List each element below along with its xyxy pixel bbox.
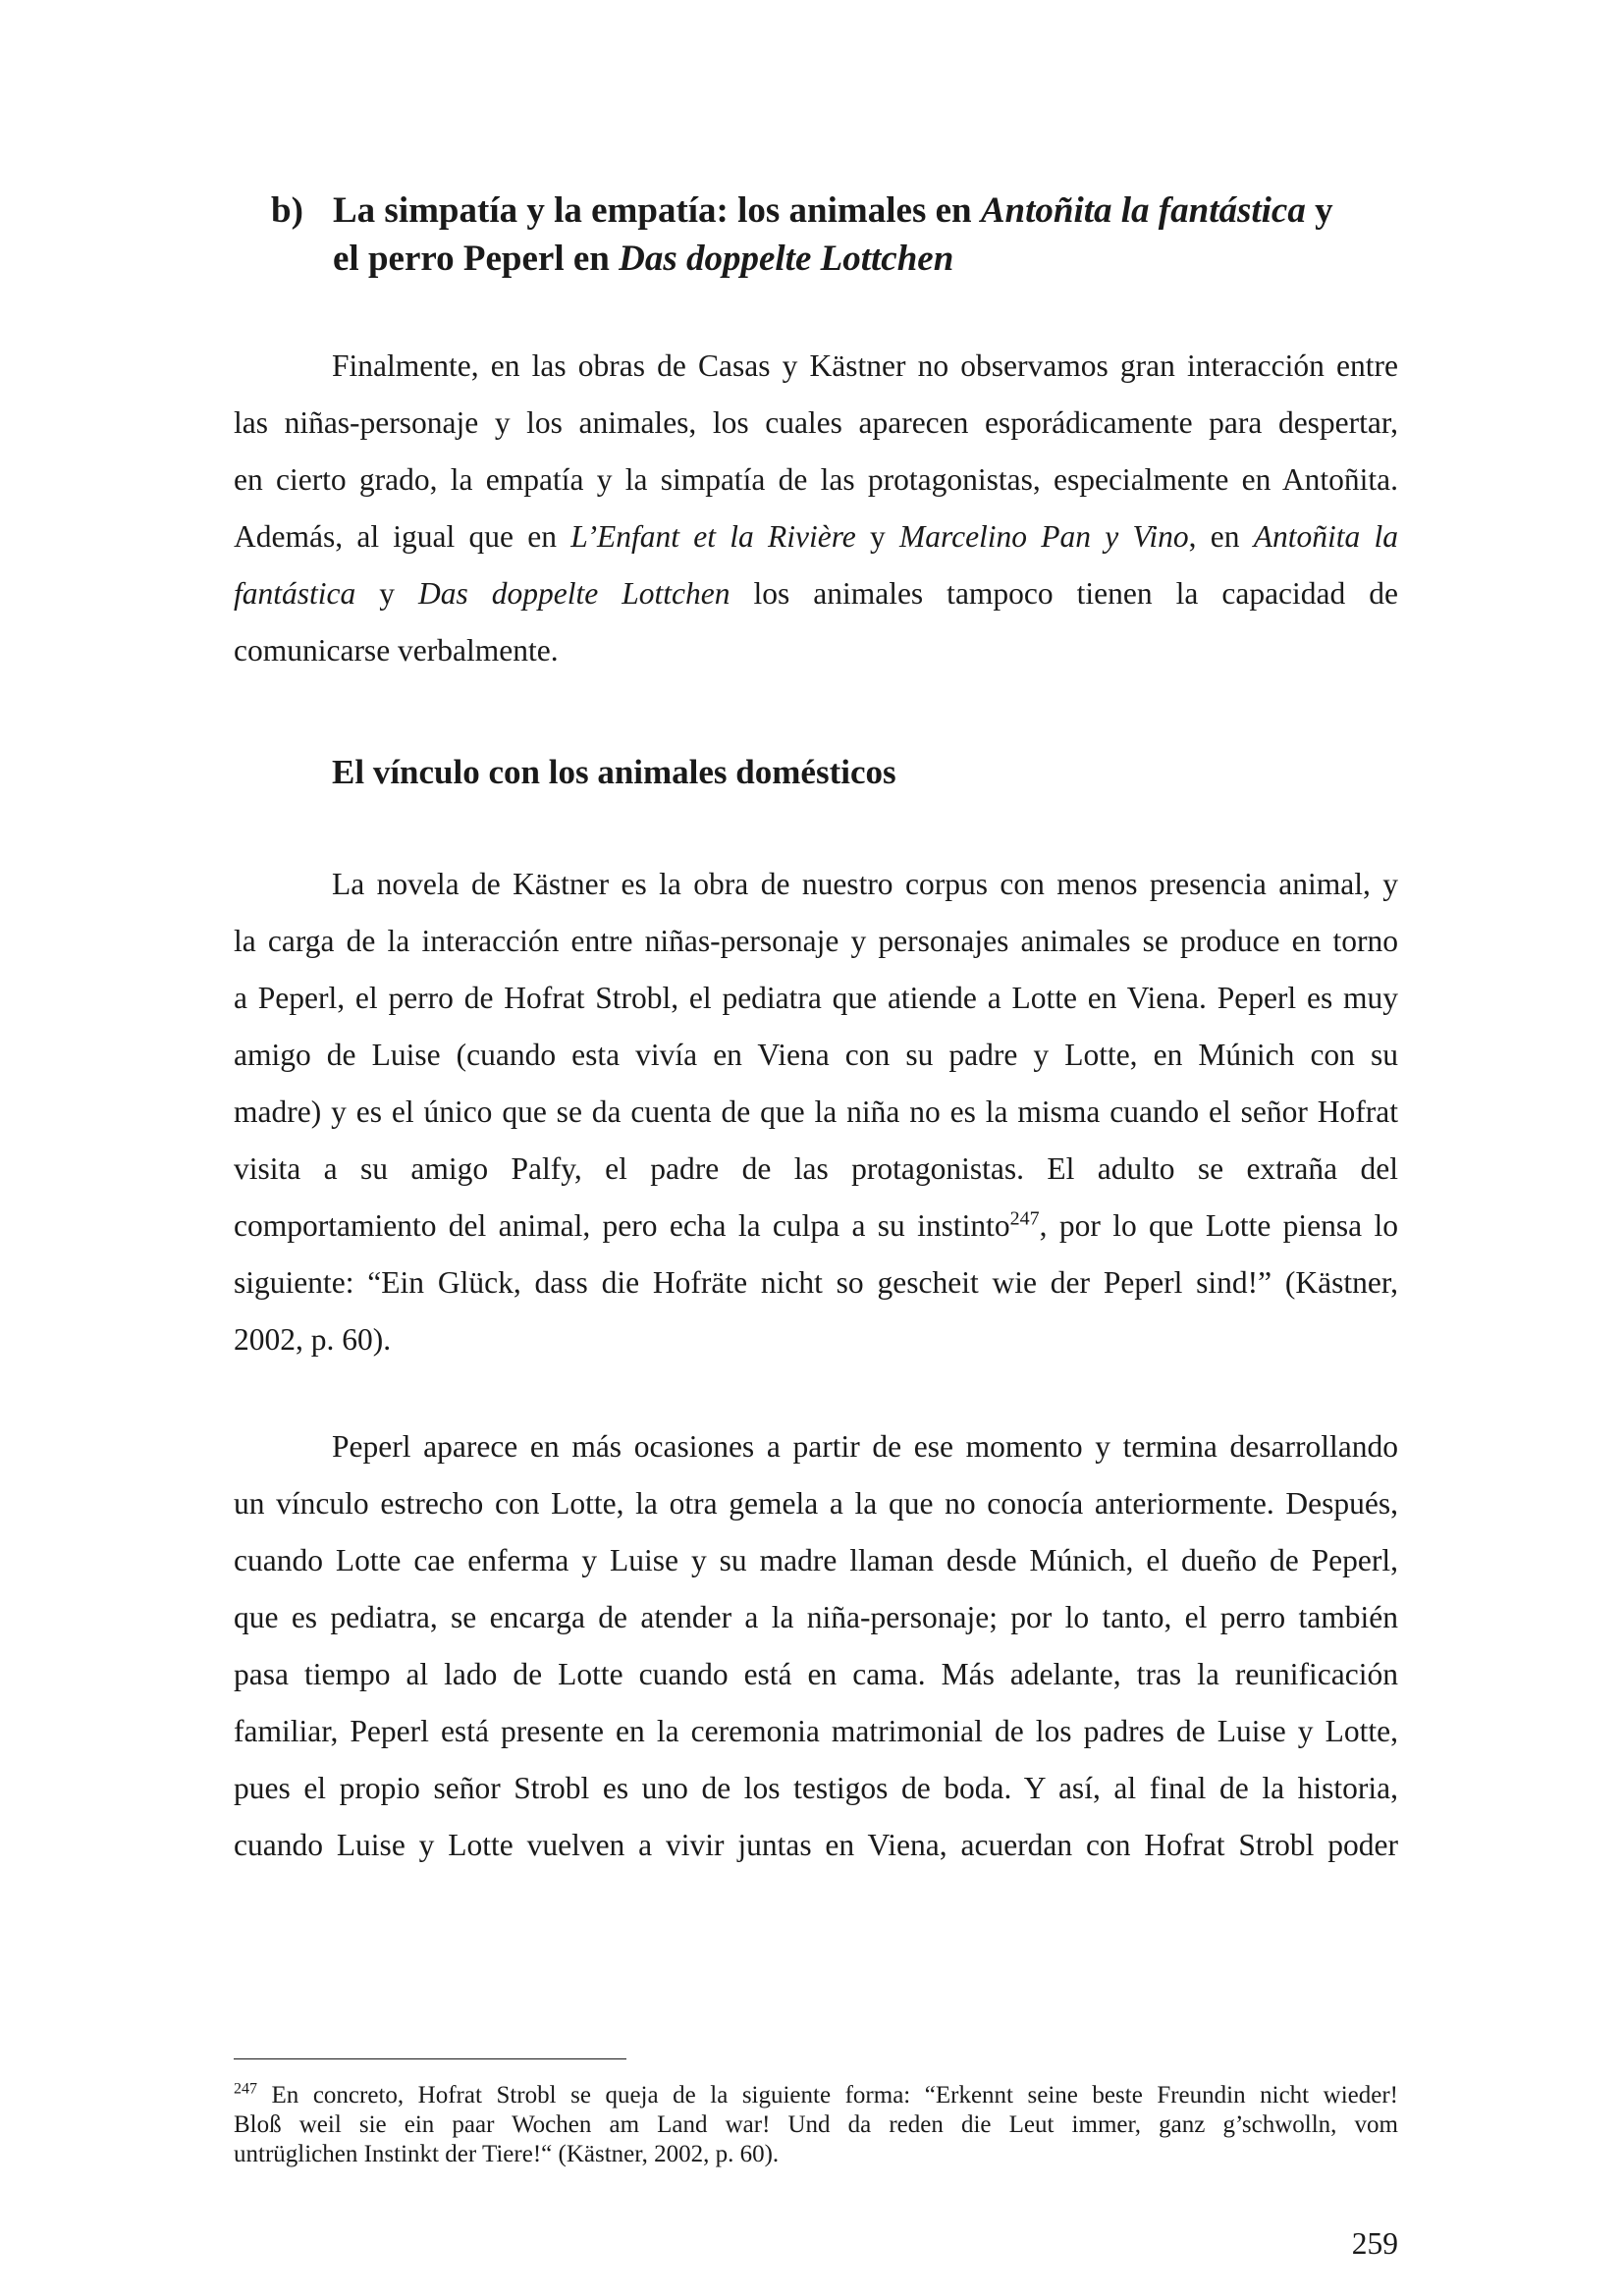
text-line: un vínculo estrecho con Lotte, la otra gemela a la que no conocía anteriormente. Después, [234, 1486, 1398, 1521]
text-line: pasa tiempo al lado de Lotte cuando está en cama. Más adelante, tras la reunificación [234, 1657, 1398, 1691]
footnote-reference[interactable]: 247 [1009, 1207, 1040, 1230]
footnote [234, 2081, 1398, 2169]
text-line: a Peperl, el perro de Hofrat Strobl, el pediatra que atiende a Lotte en Viena. Peperl es muy [234, 981, 1398, 1015]
text-line: que es pediatra, se encarga de atender a la niña-personaje; por lo tanto, el perro también [234, 1600, 1398, 1634]
footnote-line: untrüglichen Instinkt der Tiere!“ (Kästner, 2002, p. 60). [234, 2141, 780, 2167]
text-line: la carga de la interacción entre niñas-personaje y personajes animales se produce en torno [234, 924, 1398, 958]
page-number: 259 [1351, 2226, 1398, 2261]
text-line: 2002, p. 60). [234, 1322, 392, 1357]
text-line: Además, al igual que en L’Enfant et la Rivière y Marcelino Pan y Vino, en Antoñita la [234, 519, 1398, 554]
text-line: las niñas-personaje y los animales, los cuales aparecen esporádicamente para despertar, [234, 405, 1398, 440]
subsection-heading: El vínculo con los animales domésticos [332, 753, 896, 791]
text-line: siguiente: “Ein Glück, dass die Hofräte nicht so gescheit wie der Peperl sind!” (Kästner, [234, 1265, 1398, 1300]
text-line: Finalmente, en las obras de Casas y Kästner no observamos gran interacción entre [332, 348, 1398, 383]
section-heading [271, 187, 1410, 283]
text-line: fantástica y Das doppelte Lottchen los animales tampoco tienen la capacidad de [234, 576, 1398, 611]
footnote-number: 247 [234, 2080, 257, 2098]
text-line: La novela de Kästner es la obra de nuestro corpus con menos presencia animal, y [332, 867, 1398, 901]
footnote-line: $^{247}$ En concreto, Hofrat Strobl se queja de la siguiente forma: “Erkennt seine beste Freundin nicht wieder! [234, 2080, 1398, 2109]
text-line: cuando Lotte cae enferma y Luise y su madre llaman desde Múnich, el dueño de Peperl, [234, 1543, 1398, 1577]
text-line: Peperl aparece en más ocasiones a partir de ese momento y termina desarrollando [332, 1429, 1398, 1464]
paragraph-1 [234, 338, 1398, 679]
footnote-line: Bloß weil sie ein paar Wochen am Land war! Und da reden die Leut immer, ganz g’schwolln, vom [234, 2111, 1398, 2138]
text-line: en cierto grado, la empatía y la simpatía de las protagonistas, especialmente en Antoñita. [234, 462, 1398, 497]
text-line: comunicarse verbalmente. [234, 633, 559, 667]
paragraph-2 [234, 856, 1398, 1368]
text-line: amigo de Luise (cuando esta vivía en Viena con su padre y Lotte, en Múnich con su [234, 1038, 1398, 1072]
text-line: visita a su amigo Palfy, el padre de las protagonistas. El adulto se extraña del [234, 1151, 1398, 1186]
text-line: madre) y es el único que se da cuenta de que la niña no es la misma cuando el señor Hofrat [234, 1095, 1398, 1129]
text-line: pues el propio señor Strobl es uno de los testigos de boda. Y así, al final de la historia, [234, 1771, 1398, 1805]
section-marker: b) [271, 190, 303, 231]
text-line: cuando Luise y Lotte vuelven a vivir juntas en Viena, acuerdan con Hofrat Strobl poder [234, 1828, 1398, 1862]
footnote-separator [234, 2058, 626, 2059]
section-title [333, 187, 1410, 283]
section-title-line-1: La simpatía y la empatía: los animales en Antoñita la fantástica y [333, 190, 1333, 231]
text-line: familiar, Peperl está presente en la ceremonia matrimonial de los padres de Luise y Lotte, [234, 1714, 1398, 1748]
text-line: comportamiento del animal, pero echa la culpa a su instinto$^{247}$, por lo que Lotte piensa lo [234, 1207, 1398, 1243]
section-title-line-2: el perro Peperl en Das doppelte Lottchen [333, 239, 954, 279]
paragraph-3 [234, 1418, 1398, 1874]
